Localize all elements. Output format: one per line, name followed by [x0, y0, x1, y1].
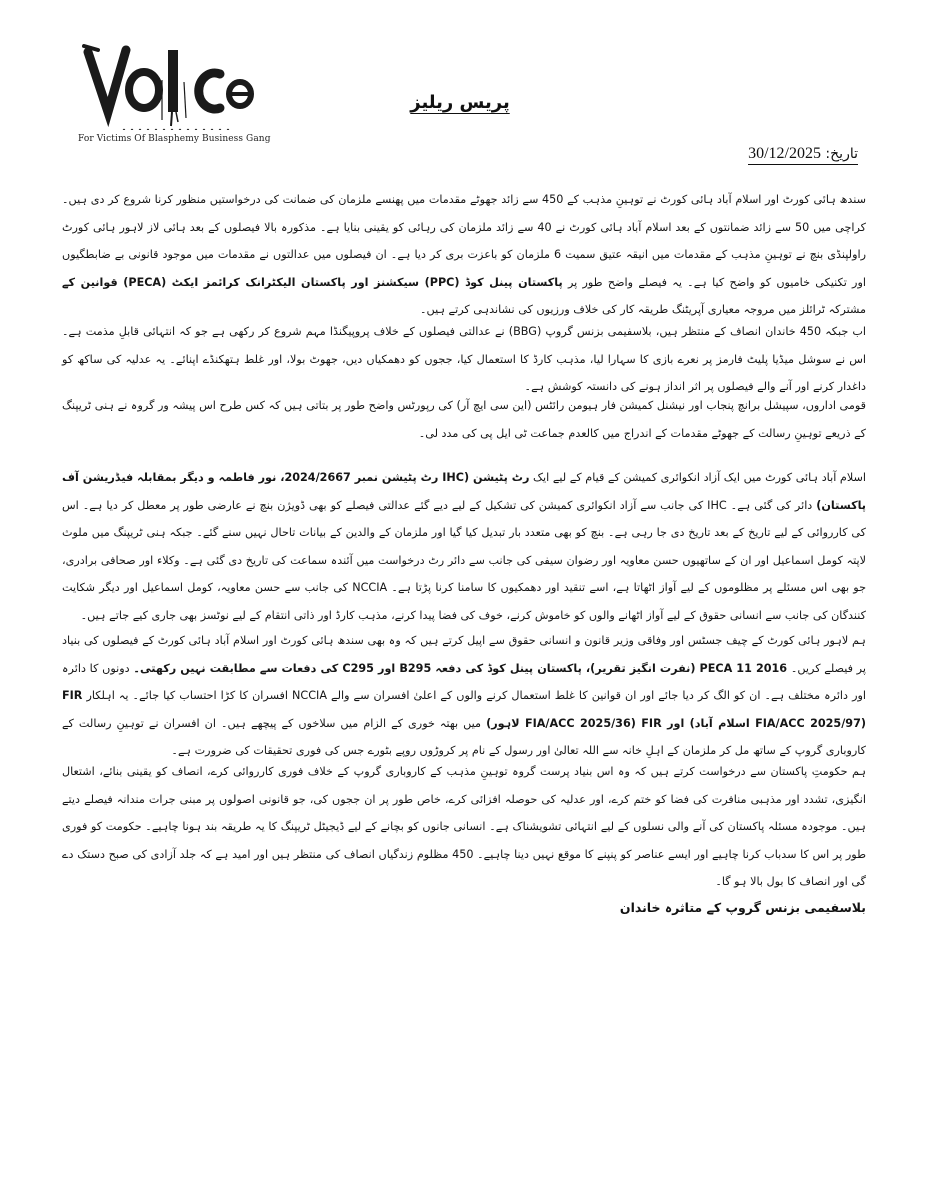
date-value: 30/12/2025 [748, 145, 821, 162]
paragraph-text: دونوں کا دائرہ اور دائرہ مختلف ہے۔ ان کو الگ کر دیا جائے اور ان قوانین کا غلط استعمال کرنے والوں کے اعلیٰ افسران سے والے NCCIA افسران کا کڑا احتساب کیا جائے۔ یہ اہلکار [62, 661, 866, 702]
paragraph-text: مشترکہ ٹرائلز میں مروجہ معیاری آپریٹنگ طریقہ کار کی خلاف ورزیوں کی نشاندہی کرتے ہیں۔ [420, 303, 866, 316]
signature-line: بلاسفیمی بزنس گروپ کے متاثرہ خاندان [619, 900, 866, 915]
logo-tagline: For Victims Of Blasphemy Business Gang [78, 134, 271, 144]
page-title: پریس ریلیز [410, 92, 510, 113]
bold-reference-text: پاکستان پینل کوڈ (PPC) سیکشنز اور پاکستان الیکٹرانک کرائمز ایکٹ (PECA) قوانین کے [62, 275, 563, 289]
paragraph-5 [62, 627, 866, 765]
paragraph-text: سندھ ہائی کورٹ اور اسلام آباد ہائی کورٹ نے توہینِ مذہب کے 450 سے زائد جھوٹے مقدمات میں پھنسے ملزمان کی ضمانت کی درخواستیں منظور کرنا شروع کر دی ہیں۔ کراچی میں 50 سے زائد ضمانتوں کے بعد اسلام آباد ہائی کورٹ نے 40 سے زائد ملزمان کی رہائی کو یقینی بنایا ہے۔ مذکورہ بالا فیصلوں کے بعد ہائی لاز لاہور ہائی کورٹ راولپنڈی بنچ نے توہینِ مذہب کے مقدمات میں انیقہ عتیق سمیت 6 ملزمان کو باعزت بری کر دیا ہے۔ ان فیصلوں میں عدالتوں نے مقدمات میں موجود قانونی بے ضابطگیوں اور تکنیکی خامیوں کو واضح کیا ہے۔ یہ فیصلے واضح طور پر [62, 193, 867, 289]
bold-reference-text: FIR (FIA/ACC 2025/97 اسلام آباد) اور FIR (FIA/ACC 2025/36 لاہور) [62, 689, 866, 730]
paragraph-3 [62, 392, 866, 447]
paragraph-text: قومی اداروں، سپیشل برانچ پنجاب اور نیشنل کمیشن فار ہیومن رائٹس (این سی ایچ آر) کی رپورٹس واضح طور پر بتاتی ہیں کہ کس طرح اس پیشہ ور گروہ نے ہنی ٹریپنگ کے ذریعے توہینِ رسالت کے جھوٹے مقدمات کے اندراج میں کالعدم جماعت ٹی ایل پی کی مدد لی۔ [62, 399, 866, 440]
paragraph-2 [62, 318, 866, 401]
paragraph-1 [62, 186, 866, 324]
bold-reference-text: رٹ پٹیشن (IHC رٹ پٹیشن نمبر 2024/2667، نور فاطمہ و دیگر بمقابلہ فیڈریشن آف پاکستان) [62, 471, 866, 512]
date-label: تاریخ: [825, 146, 858, 162]
paragraph-text: اسلام آباد ہائی کورٹ میں ایک آزاد انکوائری کمیشن کے قیام کے لیے ایک [529, 471, 866, 484]
date-line [748, 145, 858, 165]
paragraph-text: ہم حکومتِ پاکستان سے درخواست کرتے ہیں کہ وہ اس بنیاد پرست گروہ توہینِ مذہب کے کاروباری گروپ کے خلاف فوری کارروائی کرے، انصاف کو یقینی بنائے، اشتعال انگیزی، تشدد اور مذہبی منافرت کی فضا کو ختم کرے، اور عدلیہ کی حوصلہ افزائی کرے، خاص طور پر ان ججوں کی، جو قانونی اصولوں پر مبنی جرات مندانہ فیصلے دیتے ہیں۔ موجودہ مسئلہ پاکستان کی آنے والی نسلوں کے لیے انتہائی تشویشناک ہے۔ انسانی جانوں کو بچانے کے لیے ڈیجیٹل ٹریپنگ کا یہ طریقہ بند ہونا چاہیے۔ حکومت کو فوری طور پر اس کا سدباب کرنا چاہیے اور ایسے عناصر کو پنپنے کا موقع نہیں دینا چاہیے۔ 450 مظلوم زندگیاں انصاف کی منتظر ہیں اور امید ہے کہ جلد آزادی کی صبح دستک دے گی اور انصاف کا بول بالا ہو گا۔ [62, 765, 866, 888]
paragraph-text: میں بھتہ خوری کے الزام میں سلاخوں کے پیچھے ہیں۔ ان افسران نے توہینِ رسالت کے کاروباری گروپ کے ساتھ مل کر ملزمان کے اہلِ خانہ سے اللہ تعالیٰ اور رسول کے نام پر کروڑوں روپے بٹورے جس کی فوری تحقیقات کی ضرورت ہے۔ [62, 716, 866, 757]
paragraph-text: دائر کی گئی ہے۔ IHC کی جانب سے آزاد انکوائری کمیشن کی تشکیل کے لیے دیے گئے عدالتی فیصلے کو بھی ڈویژن بنچ نے عارضی طور پر معطل کر دیا ہے۔ اس کی کارروائی کے لیے تاریخ کے بعد تاریخ دی جا رہی ہے۔ بنچ کو بھی متعدد بار تبدیل کیا گیا اور ملزمان کے والدین کے بیانات تاحال نہیں سنے گئے۔ جبکہ ہنی ٹریپنگ میں ملوث لاپتہ کومل اسماعیل اور ان کے ساتھیوں حسن معاویہ اور رضوان سیفی کی جانب سے دائر رٹ درخواست میں آئندہ سماعت کی تاریخ دی گئی ہے۔ وکلاء اور صحافی برادری، جو بھی اس مسئلے پر مظلوموں کے لیے آواز اٹھاتا ہے، اسے تنقید اور دھمکیوں کا سامنا کرنا پڑتا ہے۔ NCCIA کی جانب سے حسن معاویہ، کومل اسماعیل اور دیگر شکایت کنندگان کی جانب سے انسانی حقوق کے لیے آواز اٹھانے والوں کو خاموش کرنے، خوف کی فضا پیدا کرنے، مذہب کارڈ اور ذاتی انتقام کے لیے نوٹسز بھی جاری کیے جاتے ہیں۔ [62, 498, 866, 622]
bold-reference-text: PECA 11 2016 (نفرت انگیز تقریر)، پاکستان پینل کوڈ کی دفعہ B295 اور C295 کی دفعات سے مطابقت نہیں رکھتی۔ [133, 661, 788, 675]
voice-logo [74, 30, 271, 160]
paragraph-text: اب جبکہ 450 خاندان انصاف کے منتظر ہیں، بلاسفیمی بزنس گروپ (BBG) نے عدالتی فیصلوں کے خلاف پروپیگنڈا مہم شروع کر رکھی ہے جو کہ انتہائی قابلِ مذمت ہے۔ اس نے سوشل میڈیا پلیٹ فارمز پر نعرے بازی کا سہارا لیا، مذہب کارڈ کا استعمال کیا، ججوں کو دھمکیاں دیں، جھوٹ بولا، اور غلط ہتھکنڈے اپنائے۔ یہ عدلیہ کی ساکھ کو داغدار کرنے اور آنے والے فیصلوں پر اثر انداز ہونے کی دانستہ کوشش ہے۔ [62, 325, 867, 393]
paragraph-4 [62, 464, 866, 629]
paragraph-6 [62, 758, 866, 896]
voice-wordmark-icon [74, 30, 264, 130]
paragraph-text: ہم لاہور ہائی کورٹ کے چیف جسٹس اور وفاقی وزیر قانون و انسانی حقوق سے اپیل کرتے ہیں کہ وہ بھی سندھ ہائی کورٹ اور اسلام آباد ہائی کورٹ کے فیصلوں کی بنیاد پر فیصلے کریں۔ [62, 634, 866, 675]
